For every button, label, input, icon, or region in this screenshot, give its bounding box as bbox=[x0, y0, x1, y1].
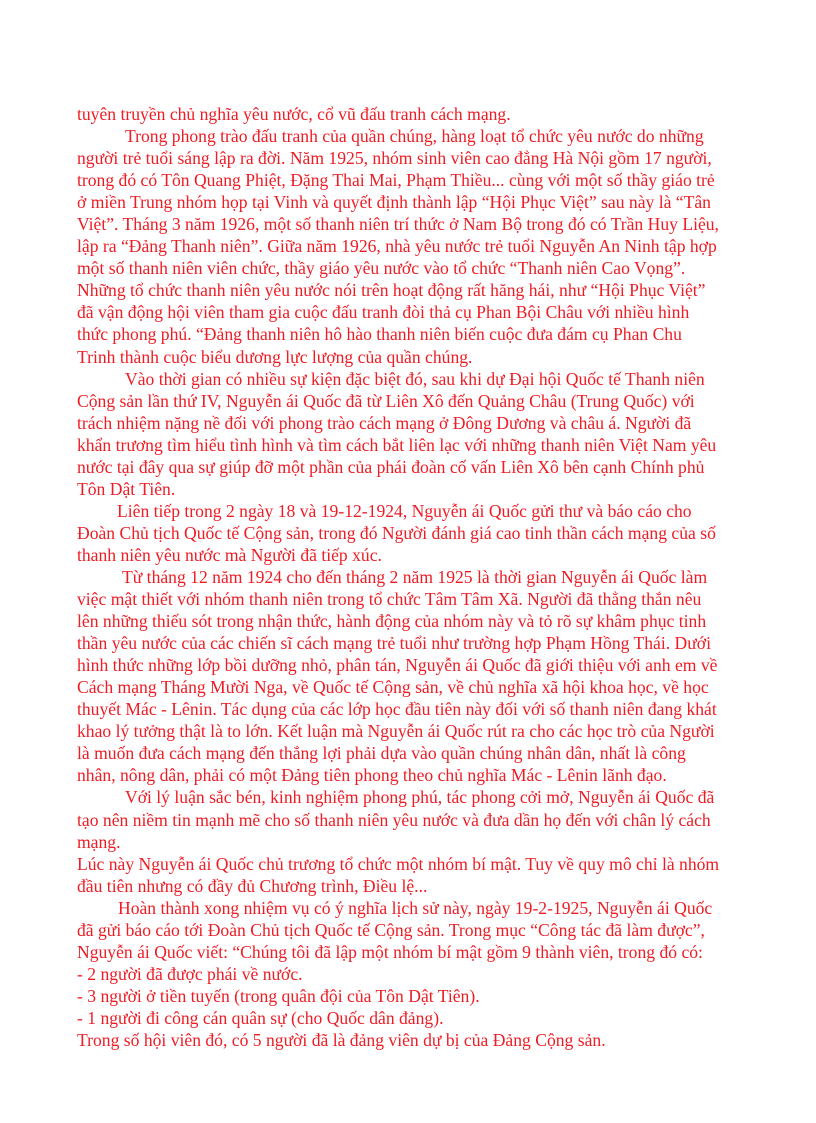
text-line: ở miền Trung nhóm họp tại Vinh và quyết định thành lập “Hội Phục Việt” sau này là “Tân bbox=[77, 192, 711, 213]
paragraph-first-line: Liên tiếp trong 2 ngày 18 và 19-12-1924, Nguyễn ái Quốc gửi thư và báo cáo cho bbox=[117, 500, 692, 521]
text-line: Trinh thành cuộc biểu dương lực lượng của quần chúng. bbox=[77, 346, 473, 367]
text-line: thức phong phú. “Đảng thanh niên hô hào thanh niên biến cuộc đưa đám cụ Phan Chu bbox=[77, 324, 682, 345]
text-line: Lúc này Nguyễn ái Quốc chủ trương tổ chức một nhóm bí mật. Tuy về quy mô chỉ là nhóm bbox=[77, 853, 720, 874]
text-line: khao lý tưởng thật là to lớn. Kết luận mà Nguyễn ái Quốc rút ra cho các học trò của Người bbox=[77, 721, 715, 742]
text-line: lên những thiếu sót trong nhận thức, hành động của nhóm này và tỏ rõ sự khâm phục tinh bbox=[77, 611, 707, 632]
text-line: khẩn trương tìm hiểu tình hình và tìm cách bắt liên lạc với những thanh niên Việt Nam yêu bbox=[77, 434, 717, 455]
text-line: thần yêu nước của các chiến sĩ cách mạng trẻ tuổi như trường hợp Phạm Hồng Thái. Dưới bbox=[77, 633, 711, 654]
list-item: - 1 người đi công cán quân sự (cho Quốc dân đảng). bbox=[77, 1007, 444, 1028]
paragraph-first-line: Vào thời gian có nhiều sự kiện đặc biệt đó, sau khi dự Đại hội Quốc tế Thanh niên bbox=[125, 368, 705, 389]
text-line: tuyên truyền chủ nghĩa yêu nước, cổ vũ đấu tranh cách mạng. bbox=[77, 104, 511, 124]
text-line: một số thanh niên viên chức, thầy giáo yêu nước vào tổ chức “Thanh niên Cao Vọng”. bbox=[77, 258, 686, 279]
text-line: Tôn Dật Tiên. bbox=[77, 478, 176, 499]
text-line: nước tại đây qua sự giúp đỡ một phần của phái đoàn cố vấn Liên Xô bên cạnh Chính phủ bbox=[77, 456, 705, 477]
text-line: thanh niên yêu nước mà Người đã tiếp xúc. bbox=[77, 544, 382, 565]
text-line: Việt”. Tháng 3 năm 1926, một số thanh niên trí thức ở Nam Bộ trong đó có Trần Huy Liệu, bbox=[77, 214, 719, 235]
text-line: trong đó có Tôn Quang Phiệt, Đặng Thai Mai, Phạm Thiều... cùng với một số thầy giáo trẻ bbox=[77, 170, 715, 191]
text-line: trách nhiệm nặng nề đối với phong trào cách mạng ở Đông Dương và châu á. Người đã bbox=[77, 412, 692, 433]
document-page bbox=[77, 103, 762, 1051]
text-line: lập ra “Đảng Thanh niên”. Giữa năm 1926, nhà yêu nước trẻ tuổi Nguyễn An Ninh tập hợp bbox=[77, 236, 717, 257]
text-line: nhân, nông dân, phải có một Đảng tiên phong theo chủ nghĩa Mác - Lênin lãnh đạo. bbox=[77, 765, 667, 786]
text-line: đã gửi báo cáo tới Đoàn Chủ tịch Quốc tế Cộng sản. Trong mục “Công tác đã làm được”, bbox=[77, 919, 705, 940]
list-item: - 3 người ở tiền tuyến (trong quân đội của Tôn Dật Tiên). bbox=[77, 985, 480, 1006]
text-line: là muốn đưa cách mạng đến thắng lợi phải dựa vào quần chúng nhân dân, nhất là công bbox=[77, 743, 686, 764]
text-line: đầu tiên nhưng có đầy đủ Chương trình, Điều lệ... bbox=[77, 875, 428, 896]
text-line: thuyết Mác - Lênin. Tác dụng của các lớp học đầu tiên này đối với số thanh niên đang khát bbox=[77, 699, 717, 720]
text-line: đã vận động hội viên tham gia cuộc đấu tranh đòi thả cụ Phan Bội Châu với nhiều hình bbox=[77, 302, 690, 323]
paragraph-first-line: Từ tháng 12 năm 1924 cho đến tháng 2 năm 1925 là thời gian Nguyễn ái Quốc làm bbox=[122, 566, 708, 587]
text-line: việc mật thiết với nhóm thanh niên trong tổ chức Tâm Tâm Xã. Người đã thẳng thắn nêu bbox=[77, 589, 702, 610]
text-line: hình thức những lớp bồi dưỡng nhỏ, phân tán, Nguyễn ái Quốc đã giới thiệu với anh em về bbox=[77, 655, 718, 676]
paragraph-first-line: Với lý luận sắc bén, kinh nghiệm phong phú, tác phong cởi mở, Nguyễn ái Quốc đã bbox=[125, 787, 715, 808]
text-line: Nguyễn ái Quốc viết: “Chúng tôi đã lập một nhóm bí mật gồm 9 thành viên, trong đó có: bbox=[77, 941, 703, 962]
text-line: tạo nên niềm tin mạnh mẽ cho số thanh niên yêu nước và đưa dần họ đến với chân lý cách bbox=[77, 809, 711, 830]
text-line: Cộng sản lần thứ IV, Nguyễn ái Quốc đã từ Liên Xô đến Quảng Châu (Trung Quốc) với bbox=[77, 390, 695, 411]
text-line: Những tổ chức thanh niên yêu nước nói trên hoạt động rất hăng hái, như “Hội Phục Việt” bbox=[77, 280, 706, 301]
text-line: Cách mạng Tháng Mười Nga, về Quốc tế Cộng sản, về chủ nghĩa xã hội khoa học, về học bbox=[77, 677, 709, 698]
paragraph-first-line: Trong phong trào đấu tranh của quần chúng, hàng loạt tổ chức yêu nước do những bbox=[125, 126, 704, 147]
paragraph-first-line: Hoàn thành xong nhiệm vụ có ý nghĩa lịch sử này, ngày 19-2-1925, Nguyễn ái Quốc bbox=[118, 897, 713, 918]
list-item: - 2 người đã được phái về nước. bbox=[77, 963, 303, 984]
text-line: người trẻ tuổi sáng lập ra đời. Năm 1925, nhóm sinh viên cao đẳng Hà Nội gồm 17 người, bbox=[77, 148, 712, 169]
text-line: Trong số hội viên đó, có 5 người đã là đảng viên dự bị của Đảng Cộng sản. bbox=[77, 1029, 606, 1050]
text-line: Đoàn Chủ tịch Quốc tế Cộng sản, trong đó Người đánh giá cao tinh thần cách mạng của số bbox=[77, 522, 716, 543]
text-line: mạng. bbox=[77, 831, 121, 852]
